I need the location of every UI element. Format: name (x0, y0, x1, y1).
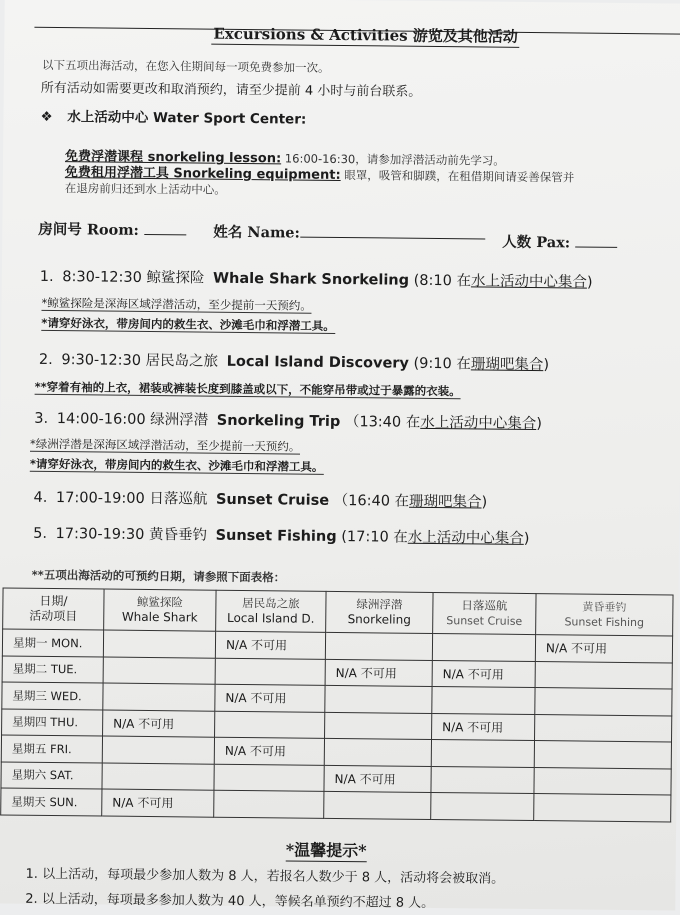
activity-number: 3. (34, 410, 49, 427)
activity-number: 2. (38, 351, 53, 368)
activity-time-name: 14:00-16:00 绿洲浮潜 (56, 411, 209, 429)
unavailable-cell: N/A 不可用 (103, 710, 215, 738)
activity-time-name: 17:00-19:00 日落巡航 (55, 490, 208, 508)
meeting-place: 水上活动中心集合 (407, 529, 524, 547)
column-zh: 鲸鲨探险 (136, 594, 184, 610)
column-zh: 日落巡航 (461, 598, 508, 613)
available-cell (215, 658, 325, 686)
activity-english-name: Local Island Discovery (226, 353, 410, 372)
water-sport-heading: 水上活动中心 Water Sport Center: (67, 109, 307, 128)
available-cell (431, 766, 534, 794)
available-cell (534, 794, 671, 822)
activity-4 (33, 490, 487, 511)
activity-3-note-1 (30, 436, 300, 455)
meeting-place: 水上活动中心集合 (420, 414, 537, 433)
available-cell (103, 683, 215, 711)
activity-time-name: 9:30-12:30 居民岛之旅 (61, 352, 219, 370)
name-blank[interactable] (300, 223, 485, 240)
note-text: **穿着有袖的上衣，裙装或裤装长度到膝盖或以下，不能穿吊带或过于暴露的衣装。 (34, 379, 461, 399)
lesson-text: 16:00-16:30，请参加浮潜活动前先学习。 (281, 151, 505, 168)
table-header-row (3, 588, 673, 636)
available-cell (431, 739, 534, 767)
pax-blank[interactable] (575, 232, 617, 247)
return-text: 在退房前归还到水上活动中心。 (64, 181, 226, 197)
room-label: 房间号 Room: (38, 220, 140, 239)
column-header-local-island (216, 590, 326, 632)
column-zh: 黄昏垂钓 (582, 600, 627, 615)
day-cell: 星期六 SAT. (1, 761, 102, 789)
activity-1-note-1 (41, 295, 311, 314)
activity-3-note-2 (30, 456, 324, 475)
equipment-label: 免费租用浮潜工具 Snorkeling equipment: (64, 165, 341, 183)
page-title: Excursions & Activities 游览及其他活动 (211, 23, 520, 48)
meeting-prefix: (9:10 在 (413, 355, 471, 373)
unavailable-cell: N/A 不可用 (535, 635, 672, 663)
available-cell (325, 632, 432, 660)
available-cell (432, 633, 535, 661)
meeting-suffix: ) (586, 274, 593, 291)
name-label: 姓名 Name: (213, 223, 301, 242)
available-cell (535, 661, 672, 689)
pax-field[interactable] (502, 231, 617, 253)
day-cell: 星期一 MON. (2, 629, 103, 657)
activity-2 (39, 352, 549, 373)
tips-title: *温馨提示* (286, 837, 367, 862)
activity-english-name: Whale Shark Snorkeling (213, 270, 410, 289)
available-cell (102, 763, 214, 791)
available-cell (214, 790, 324, 818)
meeting-suffix: ) (536, 416, 543, 433)
meeting-place: 水上活动中心集合 (470, 273, 588, 291)
schedule-caption: **五项出海活动的可预约日期，请参照下面表格： (31, 567, 286, 585)
column-zh: 居民岛之旅 (242, 595, 300, 611)
available-cell (534, 741, 671, 769)
available-cell (103, 630, 215, 658)
activity-5 (33, 526, 530, 547)
available-cell (324, 791, 431, 819)
activity-number: 5. (33, 525, 48, 542)
meeting-suffix: ) (543, 357, 550, 374)
unavailable-cell: N/A 不可用 (215, 631, 325, 659)
corner-line-2: 活动项目 (29, 608, 78, 624)
meeting-prefix: （13:40 在 (344, 414, 421, 431)
day-cell: 星期三 WED. (2, 682, 103, 710)
unavailable-cell: N/A 不可用 (102, 789, 214, 817)
tip-item-2: 2. 以上活动，每项最多参加人数为 40 人，等候名单预约不超过 8 人。 (25, 891, 435, 912)
note-text: *鲸鲨探险是深海区域浮潜活动，至少提前一天预约。 (41, 295, 312, 313)
available-cell (535, 714, 672, 742)
activity-time-name: 17:30-19:30 黄昏垂钓 (55, 526, 208, 544)
day-cell: 星期天 SUN. (1, 788, 102, 816)
meeting-prefix: (17:10 在 (341, 529, 408, 546)
column-header-whale-shark (104, 589, 216, 631)
meeting-place: 珊瑚吧集合 (470, 356, 544, 374)
table-row (1, 788, 671, 822)
available-cell (103, 657, 215, 685)
unavailable-cell: N/A 不可用 (325, 659, 432, 687)
column-en: Snorkeling (347, 612, 411, 627)
water-sport-heading-row (40, 109, 306, 128)
availability-table (0, 587, 673, 822)
note-text: *请穿好泳衣，带房间内的救生衣、沙滩毛巾和浮潜工具。 (41, 315, 335, 333)
available-cell (325, 685, 432, 713)
unavailable-cell: N/A 不可用 (324, 765, 431, 793)
activity-english-name: Sunset Fishing (215, 527, 337, 545)
intro-line-2: 所有活动如需要更改和取消预约，请至少提前 4 小时与前台联系。 (40, 80, 422, 100)
day-cell: 星期五 FRI. (1, 735, 102, 763)
available-cell (534, 767, 671, 795)
available-cell (432, 686, 535, 714)
column-en: Sunset Cruise (446, 614, 523, 628)
note-text: *请穿好泳衣，带房间内的救生衣、沙滩毛巾和浮潜工具。 (29, 456, 324, 474)
available-cell (535, 688, 672, 716)
column-header-sunset-cruise (433, 592, 536, 634)
room-blank[interactable] (144, 220, 186, 235)
diamond-bullet-icon: ❖ (40, 108, 53, 125)
activity-1 (40, 269, 593, 291)
unavailable-cell: N/A 不可用 (432, 713, 535, 741)
unavailable-cell: N/A 不可用 (215, 684, 325, 712)
tip-item-1: 1. 以上活动，每项最少参加人数为 8 人，若报名人数少于 8 人，活动将会被取消。 (25, 866, 505, 887)
day-cell: 星期二 TUE. (2, 655, 103, 683)
activity-time-name: 8:30-12:30 鲸鲨探险 (62, 269, 205, 287)
activity-3 (34, 411, 542, 432)
activity-number: 1. (39, 268, 54, 285)
column-en: Sunset Fishing (564, 615, 645, 630)
available-cell (431, 792, 534, 820)
intro-line-1: 以下五项出海活动，在您入住期间每一项免费参加一次。 (41, 57, 330, 75)
meeting-prefix: (8:10 在 (413, 272, 472, 290)
corner-line-1: 日期/ (39, 593, 68, 609)
corner-header (3, 588, 104, 630)
name-field[interactable] (213, 221, 485, 245)
activity-number: 4. (33, 489, 48, 506)
activity-2-note-1 (35, 379, 461, 399)
available-cell (324, 738, 431, 766)
column-en: Whale Shark (121, 609, 198, 625)
column-header-snorkeling (326, 591, 433, 633)
equipment-text: 眼罩，吸管和脚蹼，在租借期间请妥善保管并 (340, 167, 575, 185)
unavailable-cell: N/A 不可用 (432, 660, 535, 688)
available-cell (214, 764, 324, 792)
activity-english-name: Snorkeling Trip (216, 412, 341, 431)
pax-label: 人数 Pax: (502, 233, 571, 252)
unavailable-cell: N/A 不可用 (214, 737, 324, 765)
room-field[interactable] (38, 218, 186, 241)
activity-1-note-2 (41, 315, 335, 334)
column-zh: 绿洲浮潜 (356, 597, 403, 612)
available-cell (325, 712, 432, 740)
available-cell (102, 736, 214, 764)
meeting-suffix: ) (481, 494, 488, 511)
lesson-label: 免费浮潜课程 snorkeling lesson: (65, 149, 282, 167)
meeting-place: 珊瑚吧集合 (409, 493, 482, 511)
available-cell (215, 711, 325, 739)
column-header-sunset-fishing (536, 594, 673, 636)
meeting-prefix: （16:40 在 (333, 492, 410, 510)
meeting-suffix: ) (523, 530, 530, 547)
day-cell: 星期四 THU. (2, 708, 103, 736)
column-en: Local Island D. (226, 610, 315, 626)
note-text: *绿洲浮潜是深海区域浮潜活动，至少提前一天预约。 (30, 436, 301, 454)
activity-english-name: Sunset Cruise (215, 491, 330, 509)
